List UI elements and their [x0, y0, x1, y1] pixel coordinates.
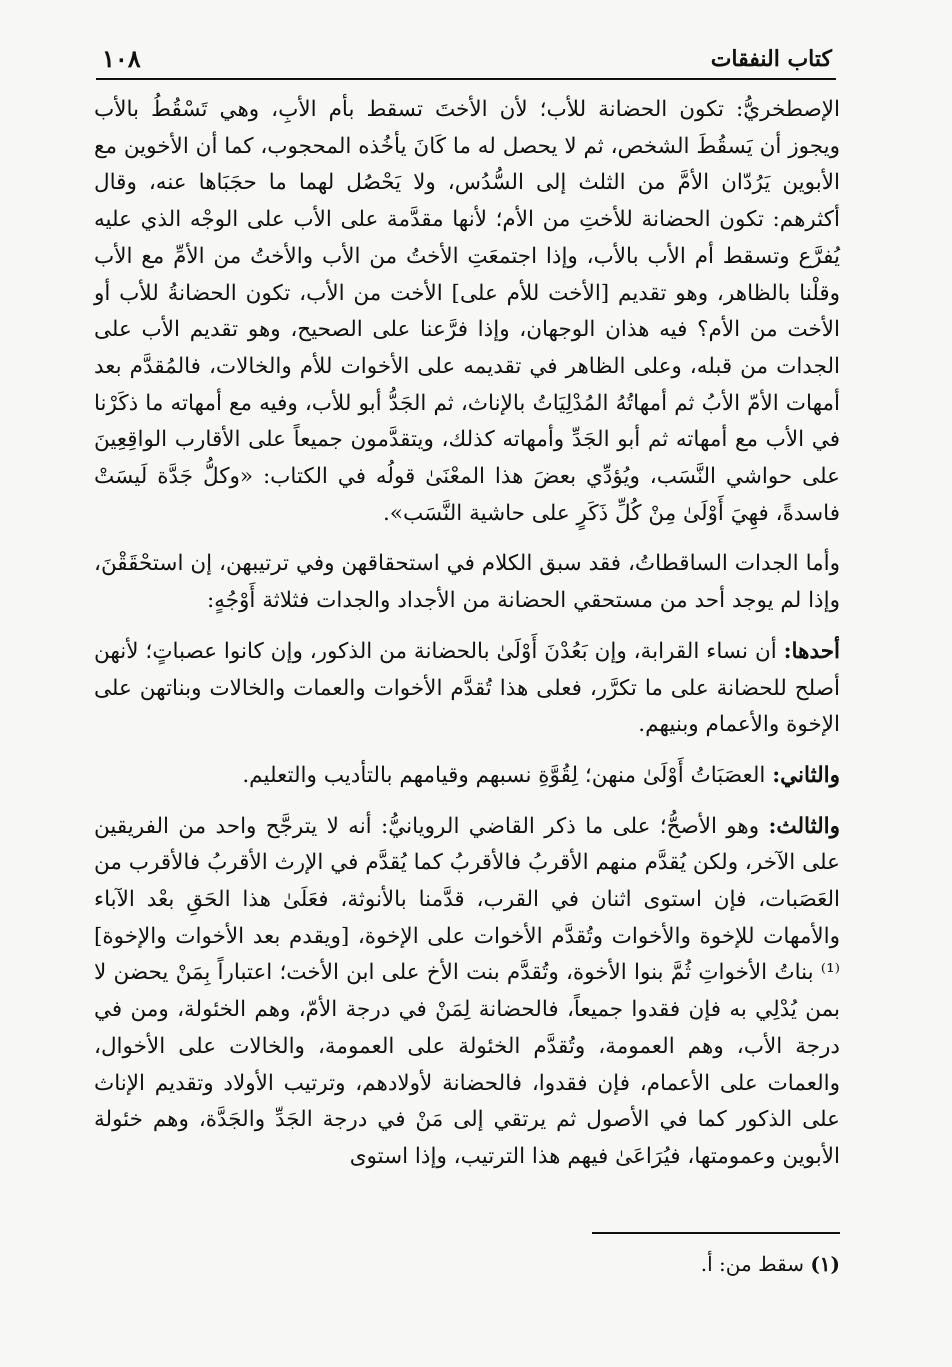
paragraph-label: والثاني: [772, 762, 840, 788]
paragraph-label: أحدها: [783, 638, 840, 664]
page-header [96, 44, 836, 80]
main-text [94, 92, 840, 1176]
paragraph-label: والثالث: [768, 813, 840, 839]
paragraph-text: العصَبَاتُ أَوْلَىٰ منهن؛ لِقُوَّةِ نسبهم وقيامهم بالتأديب والتعليم. [242, 762, 773, 788]
paragraph [94, 809, 840, 1176]
paragraph [94, 758, 840, 795]
footnote-marker: (١) [810, 1252, 840, 1276]
paragraph-text: الإصطخريُّ: تكون الحضانة للأب؛ لأن الأختَ تسقط بأم الأبِ، وهي تَسْقُطُ بالأب ويجوز أن يَسقُطَ الشخص، ثم لا يحصل له ما كَانَ يأخُذه المحجوب، كما أن الأخوين مع الأبوين يَرُدّان الأمَّ من الثلث إلى السُّدُس، ولا يَحْصُل لهما ما حجَبَاها عنه، وقال أكثرهم: تكون الحضانة للأختِ من الأم؛ لأنها مقدَّمة على الأب على الوجْه الذي عليه يُفرَّع وتسقط أم الأب بالأب، وإذا اجتمعَتِ الأختُ من الأب والأختُ من الأمِّ مع الأب وقلْنا بالظاهر، وهو تقديم [الأخت للأم على] الأخت من الأب، تكون الحضانةُ للأب أو الأخت من الأم؟ فيه هذان الوجهان، وإذا فرَّعنا على الصحيح، وهو تقديم الأب على الجدات من قبله، وعلى الظاهر في تقديمه على الأخوات للأم والخالات، فالمُقدَّم بعد أمهات الأمّ الأبُ ثم أمهاتُهُ المُدْلِيَاتُ بالإناث، ثم الجَدُّ أبو للأب، وفيه مع أمهاته ما ذكَرْنا في الأب مع أمهاته ثم أبو الجَدِّ وأمهاته كذلك، ويتقدَّمون جميعاً على الأقارب الواقِعِينَ على حواشي النَّسَب، ويُؤدِّي بعضَ هذا المعْنَىٰ قولُه في الكتاب: «وكلُّ جَدَّة لَيسَتْ فاسدةً، فهِيَ أَوْلَىٰ مِنْ كُلِّ ذَكَرٍ على حاشية النَّسَب». [94, 97, 840, 526]
paragraph [94, 546, 840, 619]
page-number: ١٠٨ [102, 44, 141, 73]
paragraph-text: وأما الجدات الساقطاتُ، فقد سبق الكلام في استحقاقهن وفي ترتيبهن، إن استحْقَقْنَ، وإذا لم يوجد أحد من مستحقي الحضانة من الأجداد والجدات فثلاثة أَوْجُهٍ: [94, 551, 840, 614]
footnote [520, 1252, 840, 1276]
footnote-divider [592, 1232, 840, 1234]
running-title: كتاب النفقات [710, 46, 832, 72]
paragraph [94, 634, 840, 744]
footnote-text: سقط من: أ. [700, 1252, 804, 1276]
paragraph [94, 92, 840, 532]
paragraph-text: أن نساء القرابة، وإن بَعُدْنَ أَوْلَىٰ بالحضانة من الذكور، وإن كانوا عصباتٍ؛ لأنهن أصلح للحضانة على ما تكرَّر، فعلى هذا تُقدَّم الأخوات والعمات والخالات وبناتهن على الإخوة والأعمام وبنيهم. [94, 638, 840, 738]
paragraph-text: وهو الأصحُّ؛ على ما ذكر القاضي الرويانيُّ: أنه لا يترجَّح واحد من الفريقين على الآخر، ولكن يُقدَّم منهم الأقربُ فالأقربُ كما يُقدَّم في الإرث الأقربُ فالأقرب من العَصَبات، فإن استوى اثنان في القرب، قدَّمنا بالأنوثة، فعَلَىٰ هذا الحَقِ بعْد الآباء والأمهات للإخوة والأخوات وتُقدَّم الأخوات على الإخوة، [ويقدم بعد الأخوات والإخوة]⁽¹⁾ بناتُ الأخواتِ ثُمَّ بنوا الأخوة، وتُقدَّم بنت الأخ على ابن الأخت؛ اعتباراً بِمَنْ يحضن لا بمن يُدْلِي به فإن فقدوا جميعاً، فالحضانة لِمَنْ في درجة الأمّ، وهم الخئولة، ومن في درجة الأب، وهم العمومة، وتُقدَّم الخئولة على العمومة، والخالات على الأخوال، والعمات على الأعمام، فإن فقدوا، فالحضانة لأولادهم، وترتيب الأولاد وتقديم الإناث على الذكور كما في الأصول ثم يرتقي إلى مَنْ في درجة الجَدِّ والجَدَّة، وهم خئولة الأبوين وعمومتها، فيُرَاعَىٰ فيهم هذا الترتيب، وإذا استوى [94, 813, 840, 1169]
